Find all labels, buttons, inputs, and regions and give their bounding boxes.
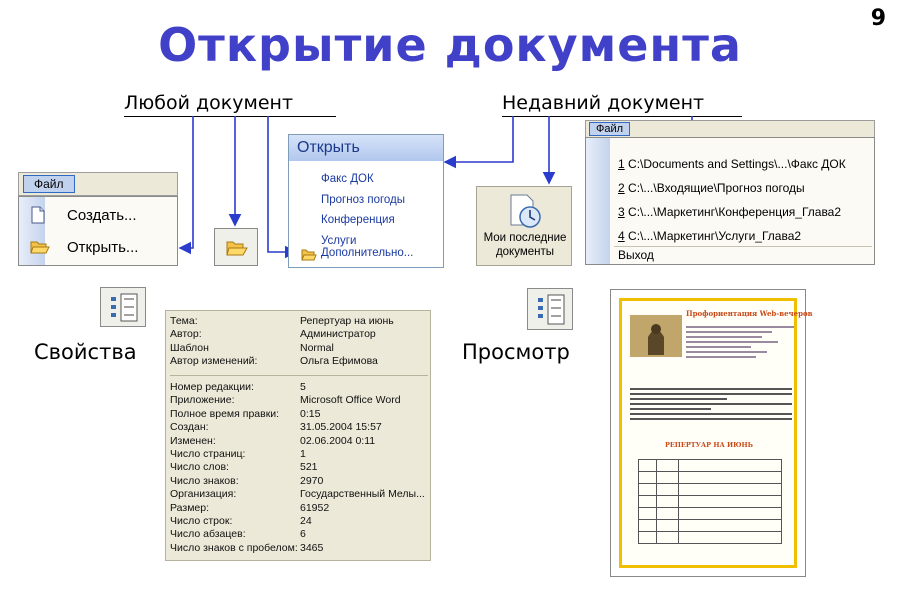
document-preview-page	[619, 298, 813, 568]
file-menu-dropdown	[18, 196, 178, 266]
arrow-to-open-command	[180, 116, 193, 248]
new-document-icon	[31, 206, 45, 224]
property-key: Размер:	[170, 501, 210, 514]
file-menu-bar	[18, 172, 178, 196]
properties-label: Свойства	[34, 340, 137, 364]
property-value: 6	[300, 528, 306, 541]
open-pane-item-forecast[interactable]: Прогноз погоды	[321, 193, 406, 206]
property-value: 521	[300, 461, 318, 474]
property-value: 3465	[300, 541, 324, 554]
menu-item-exit[interactable]: Выход	[618, 248, 654, 262]
property-key: Автор изменений:	[170, 355, 258, 368]
property-key: Число знаков:	[170, 474, 239, 487]
property-key: Число страниц:	[170, 448, 246, 460]
property-value: Государственный Мелы...	[300, 488, 425, 501]
document-heading: Профориентация Web-вечеров	[686, 309, 813, 318]
property-value: Microsoft Office Word	[300, 394, 401, 407]
open-pane-item-conference[interactable]: Конференция	[321, 214, 395, 226]
property-key: Полное время правки:	[170, 407, 280, 420]
property-key: Изменен:	[170, 434, 216, 447]
open-folder-icon	[301, 248, 317, 261]
property-key: Номер редакции:	[170, 381, 254, 393]
my-recent-documents-button[interactable]	[476, 186, 572, 266]
property-key: Шаблон	[170, 341, 209, 354]
property-value: 0:15	[300, 407, 321, 420]
document-photo	[630, 315, 682, 357]
property-value: 5	[300, 381, 306, 393]
document-preview	[610, 289, 813, 577]
property-value: 02.06.2004 0:11	[300, 434, 376, 447]
property-key: Организация:	[170, 488, 237, 501]
properties-separator	[170, 375, 428, 376]
caption-any-document: Любой документ	[124, 92, 336, 117]
property-value: Репертуар на июнь	[300, 315, 394, 327]
open-task-pane-header: Открыть	[289, 135, 443, 161]
page-number: 9	[870, 6, 886, 31]
preview-button[interactable]	[527, 288, 573, 330]
property-key: Число знаков с пробелом:	[170, 541, 298, 554]
recent-files-dropdown	[585, 137, 875, 265]
property-key: Число строк:	[170, 515, 233, 527]
preview-label: Просмотр	[462, 340, 570, 364]
property-key: Приложение:	[170, 394, 235, 407]
property-key: Создан:	[170, 421, 209, 434]
preview-icon	[536, 294, 566, 326]
property-key: Число абзацев:	[170, 528, 246, 541]
document-properties-panel	[165, 310, 431, 561]
recent-menu-bar	[585, 120, 875, 138]
page-title: Открытие документа	[158, 18, 742, 72]
property-key: Число слов:	[170, 461, 229, 474]
document-paragraph	[630, 385, 792, 423]
property-value: Администратор	[300, 328, 376, 341]
properties-icon	[109, 293, 139, 323]
file-menu-header[interactable]: Файл	[23, 175, 75, 193]
properties-button[interactable]	[100, 287, 146, 327]
property-value: Ольга Ефимова	[300, 355, 378, 368]
caption-recent-document: Недавний документ	[502, 92, 742, 117]
property-value: 24	[300, 515, 312, 527]
open-toolbar-button[interactable]	[214, 228, 258, 266]
open-pane-item-fax[interactable]: Факс ДОК	[321, 173, 374, 185]
my-recent-label-line1: Мои последние	[483, 232, 567, 244]
open-folder-icon	[30, 239, 50, 255]
my-recent-label-line2: документы	[495, 246, 555, 258]
recent-file-3[interactable]: 3 C:\...\Маркетинг\Конференция_Глава2	[618, 205, 842, 219]
property-value: Normal	[300, 341, 334, 354]
property-key: Автор:	[170, 328, 202, 341]
menu-item-create[interactable]	[19, 203, 177, 229]
recent-documents-icon	[507, 193, 543, 229]
property-value: 61952	[300, 501, 330, 514]
recent-file-1[interactable]: 1 C:\Documents and Settings\...\Факс ДОК	[618, 157, 846, 171]
open-task-pane: Открыть Факс ДОК Прогноз погоды Конференция Услуги Дополнительно...	[288, 134, 444, 268]
property-value: 1	[300, 448, 306, 460]
arrow-to-open-panel	[445, 116, 513, 162]
open-pane-item-services[interactable]: Услуги	[321, 234, 357, 247]
recent-menu-header[interactable]: Файл	[589, 122, 630, 136]
recent-file-2[interactable]: 2 C:\...\Входящие\Прогноз погоды	[618, 181, 805, 195]
menu-separator	[614, 246, 872, 247]
menu-item-create-label: Создать...	[67, 207, 137, 224]
menu-item-open-label: Открыть...	[67, 239, 139, 256]
document-text-lines-top	[686, 323, 794, 361]
property-key: Тема:	[170, 315, 198, 327]
document-repertoire-title: РЕПЕРТУАР НА ИЮНЬ	[664, 441, 754, 449]
document-table	[638, 459, 782, 544]
property-value: 2970	[300, 474, 324, 487]
menu-item-open[interactable]	[19, 235, 177, 261]
property-value: 31.05.2004 15:57	[300, 421, 382, 434]
recent-file-4[interactable]: 4 C:\...\Маркетинг\Услуги_Глава2	[618, 229, 802, 243]
open-folder-icon	[226, 239, 248, 257]
